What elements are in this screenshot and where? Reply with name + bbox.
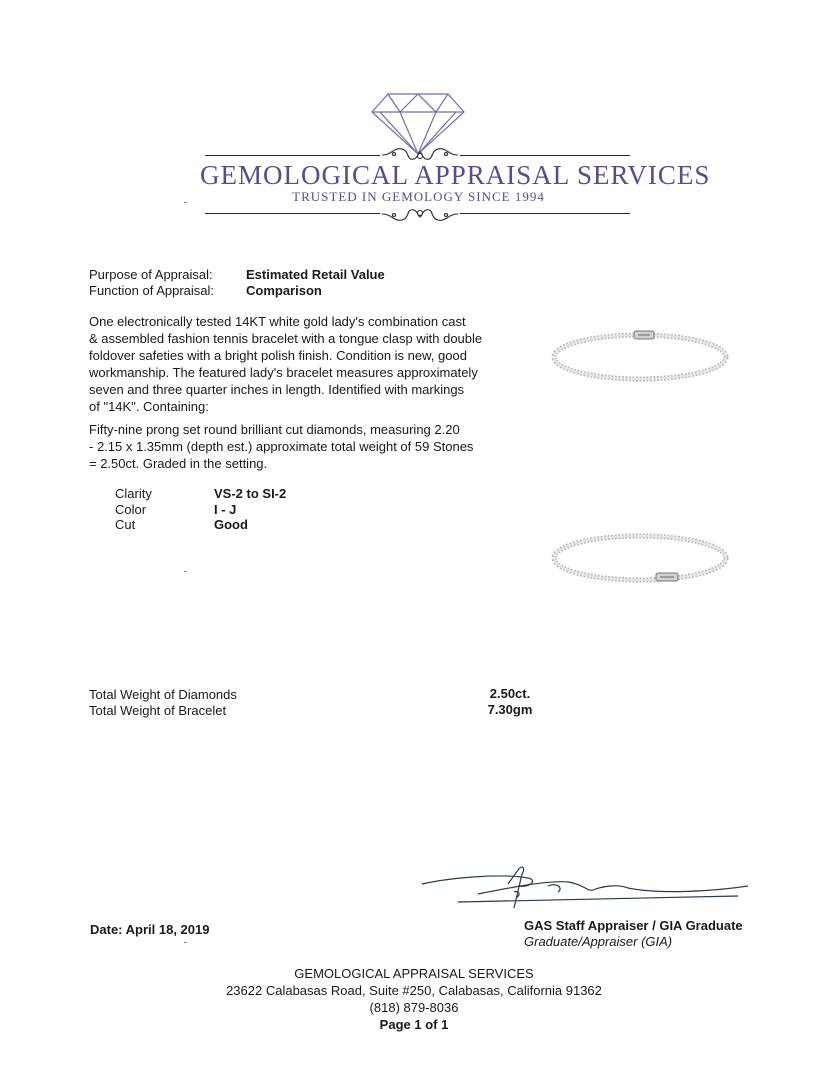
signature-subtitle: Graduate/Appraiser (GIA) (524, 934, 673, 949)
bottom-flourish-icon (380, 203, 460, 225)
grading-label-clarity: Clarity (115, 486, 152, 501)
footer-phone: (818) 879-8036 (369, 1000, 459, 1015)
date: Date: April 18, 2019 (90, 922, 210, 937)
scan-speck (184, 202, 187, 203)
bracelet-photo-bottom (548, 530, 733, 596)
grading-value-cut: Good (214, 517, 248, 532)
grading-label-cut: Cut (115, 517, 136, 532)
purpose-label: Purpose of Appraisal: (89, 267, 213, 282)
function-label: Function of Appraisal: (89, 283, 215, 298)
function-value: Comparison (246, 283, 322, 298)
top-rule-right (460, 155, 630, 156)
total-bracelet-label: Total Weight of Bracelet (89, 703, 227, 718)
footer-page-number: Page 1 of 1 (379, 1017, 449, 1032)
footer-company: GEMOLOGICAL APPRAISAL SERVICES (294, 966, 534, 981)
diamonds-description: Fifty-nine prong set round brilliant cut diamonds, measuring 2.20 - 2.15 x 1.35mm (depth est.) approximate total weight of 59 Stones = 2.50ct. Graded in the setting. (89, 422, 474, 471)
scan-speck (184, 571, 187, 572)
grading-value-clarity: VS-2 to SI-2 (214, 486, 287, 501)
total-diamonds-value: 2.50ct. (489, 686, 531, 701)
purpose-value: Estimated Retail Value (246, 267, 385, 282)
bottom-rule-right (460, 213, 630, 214)
company-tagline: TRUSTED IN GEMOLOGY SINCE 1994 (292, 189, 545, 204)
grading-value-color: I - J (214, 502, 237, 517)
bracelet-photo-top (548, 320, 733, 386)
company-name: GEMOLOGICAL APPRAISAL SERVICES (200, 160, 711, 190)
signature-title: GAS Staff Appraiser / GIA Graduate (524, 918, 743, 933)
total-bracelet-value: 7.30gm (487, 702, 533, 717)
scan-speck (184, 942, 187, 943)
item-description: One electronically tested 14KT white gold lady's combination cast & assembled fashion tennis bracelet with a tongue clasp with double foldover safeties with a bright polish finish. Condition is new, good workmanship. The featured lady's bracelet measures approximately seven and three quarter inches in length. Identified with markings of "14K". Containing: (89, 314, 483, 414)
top-rule-left (205, 155, 380, 156)
bottom-rule-left (205, 213, 380, 214)
footer-address: 23622 Calabasas Road, Suite #250, Calabasas, California 91362 (226, 983, 602, 998)
appraiser-signature (418, 862, 753, 912)
grading-label-color: Color (115, 502, 147, 517)
total-diamonds-label: Total Weight of Diamonds (89, 687, 237, 702)
